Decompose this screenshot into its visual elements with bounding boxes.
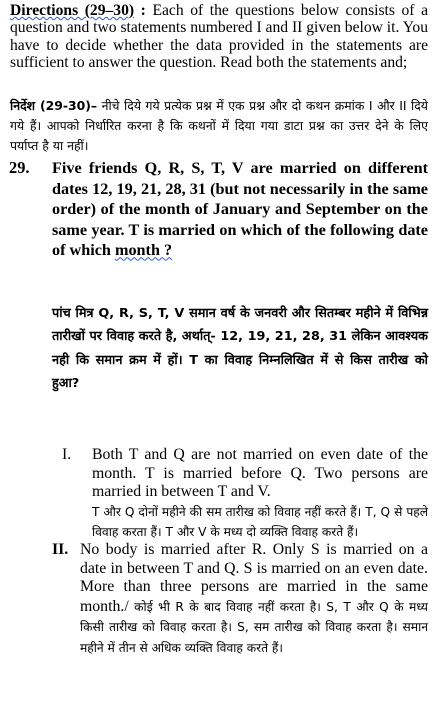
question-text-english: Five friends Q, R, S, T, V are married on different dates 12, 19, 21, 28, 31 (but not necessarily in the same order) of the month of January and September on the same year. T is married on which of the following date of which month ?: [52, 159, 428, 260]
directions-heading: Directions (29–30) :: [10, 2, 146, 19]
statement-2-english: No body is married after R. Only S is married on a date in between T and Q. S is married on an even date. More than three persons are married in the same month./: [80, 541, 428, 615]
statement-1: [62, 446, 428, 543]
directions-hindi-text: नीचे दिये गये प्रत्येक प्रश्न में एक प्रश्न और दो कथन क्रमांक I और II दिये गये हैं। आपको निर्धारित करना है कि कथनों में दिया गया डाटा प्रश्न का उत्तर देने के लिए पर्याप्त है या नहीं।: [10, 98, 428, 153]
directions-hindi: [10, 96, 428, 156]
statement-1-label: I.: [62, 446, 72, 463]
statement-2-hindi: कोई भी R के बाद विवाह नहीं करता है। S, T और Q के मध्य किसी तारीख को विवाह करता है। S, सम तारीख को विवाह करता है। समान महीने में तीन से अधिक व्यक्ति विवाह करते हैं।: [80, 599, 428, 655]
statement-1-english: Both T and Q are not married on even date of the month. T is married before Q. Two persons are married in between T and V.: [92, 446, 428, 501]
question-number: 29.: [9, 158, 30, 177]
statement-1-hindi: T और Q दोनों महीने की सम तारीख को विवाह नहीं करते हैं। T, Q से पहले विवाह करता हैं। T और V के मध्य दो व्यक्ति विवाह करते हैं।: [92, 504, 428, 540]
directions-hindi-heading: निर्देश (29-30)–: [10, 98, 98, 113]
statement-2-label: II.: [52, 541, 69, 558]
question-text-end: month ?: [114, 241, 173, 260]
question-text-hindi: पांच मित्र Q, R, S, T, V समान वर्ष के जनवरी और सितम्बर महीने में विभिन्न तारीखों पर विवाह करते है, अर्थात्- 12, 19, 21, 28, 31 लेकिन आवश्यक नही कि समान क्रम में हों। T का विवाह निम्नलिखित में से किस तारीख को हुआ?: [52, 306, 428, 392]
directions-text: Each of the questions below consists of a question and two statements numbered I and II given below it. You have to decide whether the data provided in the statements are sufficient to answer the question. Read both the statements and;: [10, 2, 428, 72]
directions-english: [10, 2, 428, 72]
statement-2: [52, 541, 428, 659]
